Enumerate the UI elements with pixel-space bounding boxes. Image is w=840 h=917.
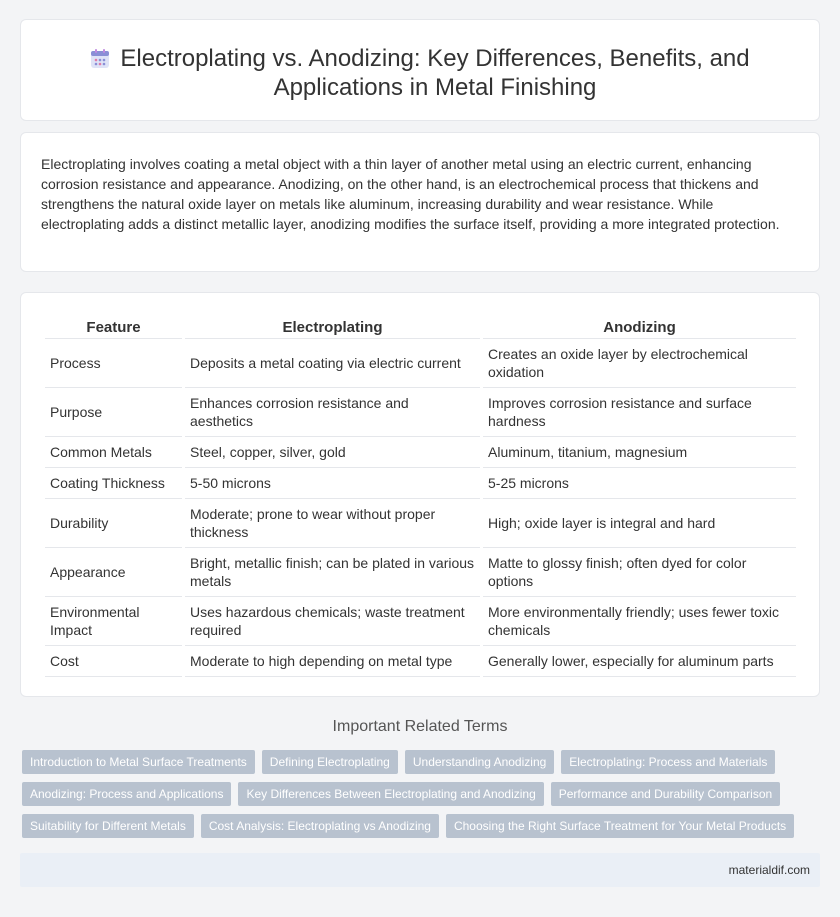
footer [20, 853, 820, 887]
anodizing-cell: Matte to glossy finish; often dyed for color options [483, 548, 796, 597]
tag-row [22, 750, 822, 774]
page-title: Electroplating vs. Anodizing: Key Differences, Benefits, and Applications in Metal Finishing [120, 45, 750, 101]
table-row [45, 548, 796, 597]
electroplating-cell: Uses hazardous chemicals; waste treatment required [185, 597, 480, 646]
table-header-row [45, 317, 796, 339]
anodizing-cell: Creates an oxide layer by electrochemical oxidation [483, 339, 796, 388]
tag-link[interactable]: Choosing the Right Surface Treatment for Your Metal Products [446, 814, 794, 838]
header-electroplating: Electroplating [185, 317, 480, 339]
related-terms-tags [22, 750, 822, 846]
tag-row [22, 782, 822, 806]
comparison-table-card [20, 292, 820, 697]
feature-cell: Environmental Impact [45, 597, 182, 646]
electroplating-cell: Deposits a metal coating via electric current [185, 339, 480, 388]
table-row [45, 437, 796, 468]
comparison-table [42, 317, 799, 677]
table-row [45, 646, 796, 677]
table-row [45, 339, 796, 388]
tag-link[interactable]: Performance and Durability Comparison [551, 782, 780, 806]
electroplating-cell: Moderate; prone to wear without proper thickness [185, 499, 480, 548]
anodizing-cell: Improves corrosion resistance and surface hardness [483, 388, 796, 437]
header-feature: Feature [45, 317, 182, 339]
table-row [45, 388, 796, 437]
electroplating-cell: Bright, metallic finish; can be plated in various metals [185, 548, 480, 597]
table-row [45, 499, 796, 548]
anodizing-cell: High; oxide layer is integral and hard [483, 499, 796, 548]
feature-cell: Cost [45, 646, 182, 677]
electroplating-cell: 5-50 microns [185, 468, 480, 499]
intro-paragraph: Electroplating involves coating a metal object with a thin layer of another metal using an electric current, enhancing corrosion resistance and appearance. Anodizing, on the other hand, is an electrochemical process that thickens and strengthens the natural oxide layer on metals like aluminum, increasing durability and wear resistance. While electroplating adds a distinct metallic layer, anodizing modifies the surface itself, providing a more integrated protection. [41, 156, 780, 232]
tag-row [22, 814, 822, 838]
title-card [20, 19, 820, 121]
electroplating-cell: Enhances corrosion resistance and aesthetics [185, 388, 480, 437]
site-name[interactable]: materialdif.com [728, 863, 810, 877]
electroplating-cell: Steel, copper, silver, gold [185, 437, 480, 468]
tag-link[interactable]: Suitability for Different Metals [22, 814, 194, 838]
anodizing-cell: Aluminum, titanium, magnesium [483, 437, 796, 468]
table-row [45, 597, 796, 646]
feature-cell: Durability [45, 499, 182, 548]
feature-cell: Common Metals [45, 437, 182, 468]
tag-link[interactable]: Electroplating: Process and Materials [561, 750, 775, 774]
header-anodizing: Anodizing [483, 317, 796, 339]
anodizing-cell: Generally lower, especially for aluminum parts [483, 646, 796, 677]
related-terms-heading: Important Related Terms [332, 718, 508, 735]
tag-link[interactable]: Key Differences Between Electroplating and Anodizing [238, 782, 543, 806]
feature-cell: Purpose [45, 388, 182, 437]
tag-link[interactable]: Understanding Anodizing [405, 750, 554, 774]
anodizing-cell: More environmentally friendly; uses fewer toxic chemicals [483, 597, 796, 646]
tag-link[interactable]: Defining Electroplating [262, 750, 398, 774]
table-row [45, 468, 796, 499]
tag-link[interactable]: Cost Analysis: Electroplating vs Anodizing [201, 814, 439, 838]
feature-cell: Coating Thickness [45, 468, 182, 499]
tag-link[interactable]: Anodizing: Process and Applications [22, 782, 231, 806]
intro-card [20, 132, 820, 272]
feature-cell: Appearance [45, 548, 182, 597]
electroplating-cell: Moderate to high depending on metal type [185, 646, 480, 677]
anodizing-cell: 5-25 microns [483, 468, 796, 499]
tag-link[interactable]: Introduction to Metal Surface Treatments [22, 750, 255, 774]
feature-cell: Process [45, 339, 182, 388]
